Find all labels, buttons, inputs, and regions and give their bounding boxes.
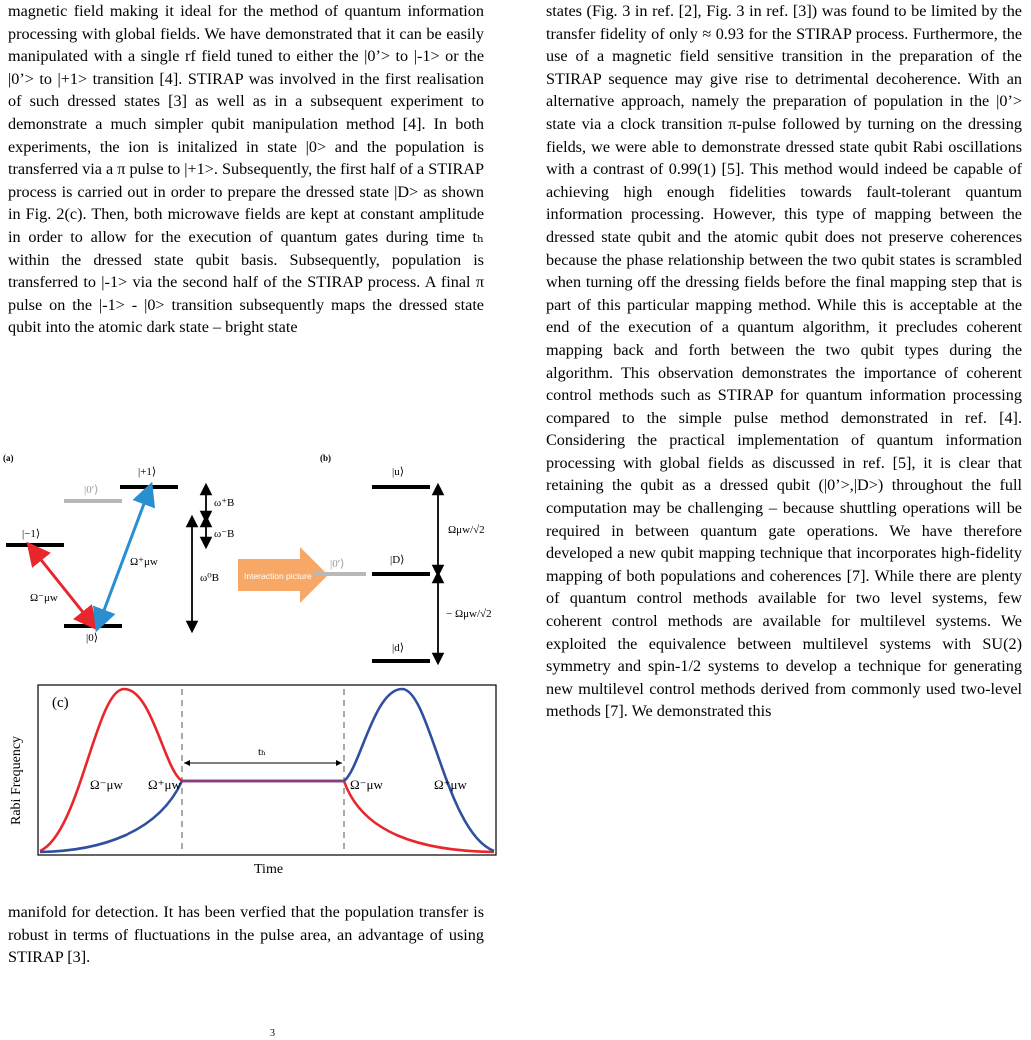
left-column: [8, 0, 484, 339]
omega-plus-label: Ω⁺μw: [130, 556, 158, 568]
level-0prime-label: |0′⟩: [84, 484, 99, 496]
coupling-upper-label: Ωμw/√2: [448, 524, 485, 536]
left-column-paragraph-bottom: manifold for detection. It has been verfied that the population transfer is robust in terms of fluctuations in the pulse area, an advantage of using STIRAP [3].: [8, 903, 484, 967]
hold-label: tₕ: [258, 746, 266, 758]
right-column-paragraph: states (Fig. 3 in ref. [2], Fig. 3 in ref. [3]) was found to be limited by the transfer fidelity of only ≈ 0.93 for the STIRAP process. Furthermore, the use of a magnetic field sensitive transition in the preparation of the STIRAP sequence may give rise to detrimental decoherence. With an alternative approach, namely the preparation of population in the |0’> state via a clock transition π-pulse followed by turning on the dressing fields, we were able to demonstrate dressed state qubit Rabi oscillations with a contrast of 0.99(1) [5]. This method would indeed be capable of achieving high enough fidelities towards fault-tolerant quantum information processing. However, this type of mapping between the dressed state qubit and the atomic qubit does not preserve coherences because the phase relationship between the two qubit states is scrambled when turning off the dressing fields before the final mapping step that is part of this particular mapping method. While this is acceptable at the end of the execution of a quantum algorithm, it precludes coherent mapping back and forth between the two qubit types during the algorithm. This observation demonstrates the importance of coherent control methods such as STIRAP for quantum information processing compared to the simple pulse method demonstrated in ref. [4]. Considering the practical implementation of quantum information processing with global fields as discussed in ref. [5], it is clear that retaining the qubit as a dressed qubit (|0’>,|D>) throughout the full computation may be challenging – because shuttling operations will be required in between quantum gate operations. We have therefore developed a new qubit mapping technique that incorporates high-fidelity mapping of both populations and coherences [7]. While there are plenty of quantum control methods available for two level systems, few coherent control methods are available for multilevel systems. We exploited the equivalence between multilevel systems with SU(2) symmetry and spin-1/2 systems to develop a technique for generating new multilevel control methods derived from commonly used two-level methods [7]. We demonstrated this: [546, 2, 1022, 721]
panel-b-label: (b): [320, 453, 331, 463]
right-column: [546, 0, 1022, 723]
coupling-lower-label: − Ωμw/√2: [446, 608, 492, 620]
y-axis-label: Rabi Frequency: [9, 735, 24, 825]
left-column-paragraph-top: magnetic field making it ideal for the method of quantum information processing with global fields. We have demonstrated that it can be easily manipulated with a single rf field tuned to either the |0’> to |-1> or the |0’> to |+1> transition [4]. STIRAP was involved in the first realisation of such dressed states [3] as well as in a subsequent experiment to demonstrate a much simpler qubit manipulation method [4]. In both experiments, the ion is initalized in state |0> and the population is transferred via a π pulse to |+1>. Subsequently, the first half of a STIRAP process is carried out in order to prepare the dressed state |D> as shown in Fig. 2(c). Then, both microwave fields are kept at constant amplitude in order to allow for the execution of quantum gates during time tₕ within the dressed state qubit basis. Subsequently, population is transferred to |-1> via the second half of the STIRAP process. A final π pulse on the |-1> - |0> transition subsequently maps the dressed state qubit into the atomic dark state – bright state: [8, 2, 484, 337]
level-u-label: |u⟩: [392, 466, 404, 478]
energy-level-figure: [0, 451, 500, 681]
level-minus1-label: |−1⟩: [22, 528, 41, 540]
omega-minus-curve: [40, 689, 494, 852]
level-0-label: |0⟩: [86, 632, 98, 644]
interaction-picture-label: Interaction picture: [244, 571, 312, 581]
curve-label-omega-plus-1: Ω⁺μw: [148, 777, 181, 792]
level-D-label: |D⟩: [390, 554, 405, 566]
curve-label-omega-minus-2: Ω⁻μw: [350, 777, 383, 792]
omega-minus-arrow: [34, 551, 90, 621]
level-d-label: |d⟩: [392, 642, 404, 654]
curve-label-omega-minus-1: Ω⁻μw: [90, 777, 123, 792]
omega-b-plus-label: ω⁺B: [214, 497, 235, 509]
omega-minus-label: Ω⁻μw: [30, 592, 58, 604]
omega-b-minus-label: ω⁻B: [214, 528, 235, 540]
omega-plus-curve: [40, 689, 494, 852]
pulse-sequence-figure: [0, 683, 500, 889]
omega-b-zero-label: ω⁰B: [200, 572, 219, 584]
panel-a-label: (a): [3, 453, 14, 463]
panel-c-label: (c): [52, 695, 69, 711]
level-b-0prime-label: |0′⟩: [330, 558, 345, 570]
level-plus1-label: |+1⟩: [138, 466, 157, 478]
curve-label-omega-plus-2: Ω⁺μw: [434, 777, 467, 792]
page-number: 3: [270, 1028, 275, 1039]
plot-frame: [38, 685, 496, 855]
x-axis-label: Time: [254, 862, 284, 877]
